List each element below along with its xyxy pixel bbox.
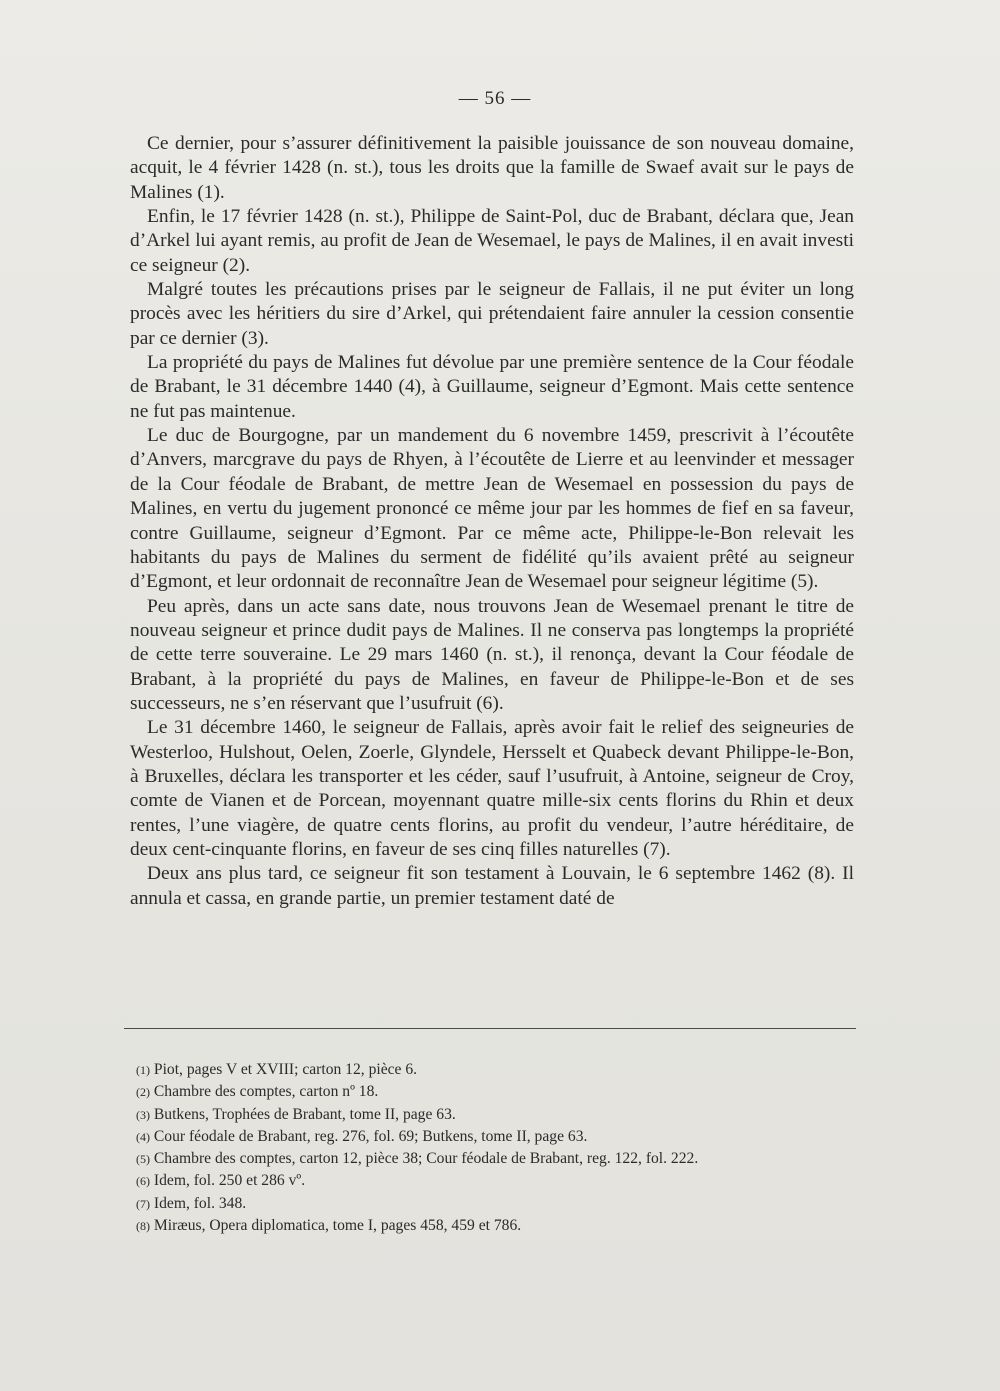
footnote-number: (1) bbox=[136, 1063, 150, 1077]
footnote-number: (2) bbox=[136, 1085, 150, 1100]
footnote-text: Butkens, Trophées de Brabant, tome II, page 63. bbox=[153, 1105, 456, 1123]
footnote-text: Idem, fol. 250 et 286 vº. bbox=[153, 1172, 306, 1190]
footnotes bbox=[136, 1059, 856, 1237]
paragraph: Ce dernier, pour s’assurer définitivement la paisible jouissance de son nouveau domaine, acquit, le 4 février 1428 (n. st.), tous les droits que la famille de Swaef avait sur le pays de Malines (1). bbox=[130, 133, 854, 203]
footnote-number: (3) bbox=[136, 1107, 150, 1122]
page-number: — 56 — bbox=[458, 88, 532, 109]
footnote bbox=[136, 1081, 856, 1103]
footnote-number: (7) bbox=[136, 1196, 150, 1211]
paragraph: La propriété du pays de Malines fut dévolue par une première sentence de la Cour féodale de Brabant, le 31 décembre 1440 (4), à Guillaume, seigneur d’Egmont. Mais cette sentence ne fut pas maintenue. bbox=[130, 352, 854, 422]
footnote bbox=[136, 1215, 856, 1237]
footnote-text: Piot, pages V et XVIII; carton 12, pièce 6. bbox=[153, 1061, 418, 1078]
footnote bbox=[136, 1104, 856, 1126]
paragraph: Peu après, dans un acte sans date, nous trouvons Jean de Wesemael prenant le titre de nouveau seigneur et prince dudit pays de Malines. Il ne conserva pas longtemps la propriété de cette terre souveraine. Le 29 mars 1460 (n. st.), il renonça, devant la Cour féodale de Brabant, à la propriété du pays de Malines, en faveur de Philippe-le-Bon et de ses successeurs, ne s’en réservant que l’usufruit (6). bbox=[130, 595, 854, 714]
body-text bbox=[130, 132, 854, 911]
paragraph: Enfin, le 17 février 1428 (n. st.), Philippe de Saint-Pol, duc de Brabant, déclara que, Jean d’Arkel lui ayant remis, au profit de Jean de Wesemael, le pays de Malines, il en avait investi ce seigneur (2). bbox=[130, 206, 854, 276]
footnote-text: Idem, fol. 348. bbox=[153, 1194, 247, 1212]
footnote-number: (4) bbox=[136, 1129, 150, 1144]
footnote bbox=[136, 1170, 856, 1192]
paragraph: Le 31 décembre 1460, le seigneur de Fallais, après avoir fait le relief des seigneuries de Westerloo, Hulshout, Oelen, Zoerle, Glyndele, Hersselt et Quabeck devant Philippe-le-Bon, à Bruxelles, déclara les transporter et les céder, sauf l’usufruit, à Antoine, seigneur de Croy, comte de Vianen et de Porcean, moyennant quatre mille-six cents florins du Rhin et deux rentes, l’une viagère, de quatre cents florins, au profit du vendeur, l’autre héréditaire, de deux cent-cinquante florins, en faveur de ses cinq filles naturelles (7). bbox=[130, 717, 854, 860]
footnote-text: Cour féodale de Brabant, reg. 276, fol. 69; Butkens, tome II, page 63. bbox=[153, 1127, 588, 1145]
footnote-text: Chambre des comptes, carton nº 18. bbox=[153, 1083, 379, 1101]
footnote bbox=[136, 1059, 856, 1081]
footnote-text: Chambre des comptes, carton 12, pièce 38; Cour féodale de Brabant, reg. 122, fol. 222. bbox=[153, 1150, 699, 1168]
footnote bbox=[136, 1193, 856, 1215]
footnote-number: (8) bbox=[136, 1219, 150, 1234]
footnote-text: Miræus, Opera diplomatica, tome I, pages 458, 459 et 786. bbox=[153, 1217, 522, 1235]
footnote-divider bbox=[124, 1028, 856, 1029]
footnote-number: (6) bbox=[136, 1174, 150, 1189]
paragraph: Deux ans plus tard, ce seigneur fit son testament à Louvain, le 6 septembre 1462 (8). Il annula et cassa, en grande partie, un premier testament daté de bbox=[130, 863, 854, 909]
paragraph: Malgré toutes les précautions prises par le seigneur de Fallais, il ne put éviter un long procès avec les héritiers du sire d’Arkel, qui prétendaient faire annuler la cession consentie par ce dernier (3). bbox=[130, 279, 854, 349]
paragraph: Le duc de Bourgogne, par un mandement du 6 novembre 1459, prescrivit à l’écoutête d’Anvers, marcgrave du pays de Rhyen, à l’écoutête de Lierre et au leenvinder et messager de la Cour féodale de Brabant, de mettre Jean de Wesemael en possession du pays de Malines, en vertu du jugement prononcé ce même jour par les hommes de fief en sa faveur, contre Guillaume, seigneur d’Egmont. Par ce même acte, Philippe-le-Bon relevait les habitants du pays de Malines du serment de fidélité qu’ils avaient prêté au seigneur d’Egmont, et leur ordonnait de reconnaître Jean de Wesemael pour seigneur légitime (5). bbox=[130, 425, 854, 593]
footnote bbox=[136, 1126, 856, 1148]
footnote bbox=[136, 1148, 856, 1170]
footnote-number: (5) bbox=[136, 1152, 150, 1167]
